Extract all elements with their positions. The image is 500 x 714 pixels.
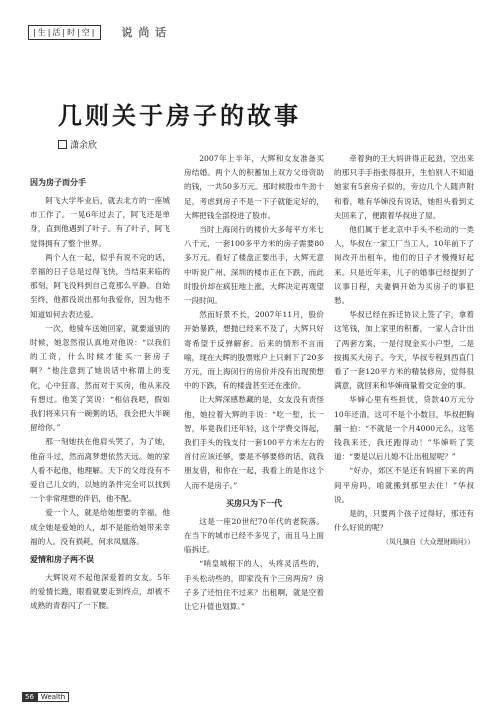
section-heading: 爱情和房子两不误 (30, 555, 94, 565)
author-name: 潇余欣 (70, 141, 98, 151)
byline-box-icon (58, 140, 67, 149)
paragraph: 爱一个人，就是给她想要的幸福，他成全她是爱她的人，却不是能给她带来幸福的人。没有损耗，何求凤凰落。 (30, 508, 170, 546)
paragraph: 一次，他骑车送她回家，就要道别的时候，她忽然很认真地对他说：“以我们的工资，什么时候才能买一套房子啊？”他注意到了她说话中称谓上的变化，心中狂喜，然而对于买房，他从来没有想过。他笑了笑说：“相信我吧，假如我们将来只有一碗粥的话，我会把大半碗留给你。” (30, 323, 170, 433)
paragraph: 大辉说对不起他深爱着的女友。5年的爱情长跑，眼看就要走到终点，却被不成熟的青春闪了一下腰。 (30, 573, 170, 611)
byline (58, 138, 97, 151)
paragraph: 那一刻她扶在他肩头哭了，为了她，他奋斗过，然而离梦想依然天远。她的家人看不起他，他理解。天下的父母没有不爱自己儿女的，以她的条件完全可以找到一个非常理想的伴侣，他不配。 (30, 437, 170, 504)
paragraph: 华婶心里有些担忧，贷款40万元分10年还清，这可不是个小数目，华叔把胸脯一拍：“不就是一个月4000元么，这笔钱我来还，我还跑得动！”华婶听了笑道：“要是以后儿媳不让出租屋呢？” (334, 395, 474, 462)
paragraph: 2007年上半年，大辉和女友准备买房结婚。两个人的积蓄加上双方父母资助的钱，一共50多万元。那时候股市牛劲十足，考虑到房子不是一下子就能定好的，大辉把钱全部投进了股市。 (184, 154, 324, 220)
column-1 (30, 172, 170, 614)
paragraph: 让大辉深感愁藏的是，女友没有责怪他，她拉着大辉的手说：“吃一堑，长一智，毕竟我们还年轻，这个学费交得起，我们手头的钱支付一套100平方米左右的首付应该还够，要是不够要修的话，就我朋友借，和你在一起，我看上的是你这个人而不是房子。” (184, 395, 324, 490)
paragraph: “好办，郊区不是还有妈留下来的两间平房吗，咱就搬到那里去住！”华叔说。 (334, 466, 474, 504)
column-label: |生|活|时|空| (28, 25, 101, 40)
page-footer (22, 692, 69, 702)
paragraph: 牵着狗的王大妈讲得正起劲，空出来的那只手手指张得很开，生怕别人不知道她家有5套房子似的，旁边几个人随声附和着，唯有华婶没有说话，她担头看到丈夫回来了，便跟着华叔进了屋。 (334, 154, 474, 220)
source-note: （凤凡摘自《大众理财顾问》） (382, 538, 474, 547)
paragraph: 华叔已经在拆迁协议上签了字，拿着这笔钱，加上家里的积蓄，一家人合计出了两套方案，一是付现金买小户型，二是按揭买大房子。今天，华叔专程到西直门看了一套120平方米的精装修房，觉得很满意，就回来和华婶商量着交定金的事。 (334, 310, 474, 391)
paragraph: 阿飞大学毕业后，就去北方的一座城市工作了。一晃6年过去了，阿飞还是单身，直到他遇到了叶子。有了叶子，阿飞觉得拥有了整个世界。 (30, 196, 170, 248)
paragraph: 这是一座20世纪70年代的老院落。在当下的城市已经不多见了，而且马上面临拆迁。 (184, 516, 324, 555)
section-heading: 因为房子而分手 (30, 178, 86, 187)
paragraph: 当时上海闵行的楼价大多每平方米七八千元，一套100多平方米的房子需要80多万元。看好了楼盘正要出手，大辉无意中听说广州、深圳的楼市正在下跌，而此时股价却在疯狂地上涨，大辉决定再观望一段时间。 (184, 225, 324, 306)
paragraph: 他们属于老北京中手头不松动的一类人，华叔在一家工厂当工人，10年前下了岗改开出租车，他们的日子才慢慢好起来。只是近年来，儿子的婚事已经提到了议事日程，夫妻俩开始为买房子的事犯愁。 (334, 225, 474, 306)
paragraph: 然而好景不长，2007年11月，股价开始暴跌，想抛已经来不及了，大辉只好寄希望于反弹解套。后来的情形不言而喻，现在大辉的股票账户上只剩下了20多万元，而上海闵行的房价并没有出现预想中的下跌，有的楼盘甚至还在涨价。 (184, 310, 324, 391)
paragraph: 是的，只要两个孩子过得好，那还有什么好说的呢？ (334, 509, 474, 533)
article-title: 几则关于房子的故事 (58, 101, 301, 130)
paragraph: 两个人在一起，似乎有说不完的话，幸福的日子总是过得飞快，当结束来临的那刻，阿飞没料到自己竟那么平静。自始至终，他都没说出那句我爱你，因为他不知道如何去表达爱。 (30, 252, 170, 319)
magazine-name: Wealth (37, 692, 69, 702)
paragraph: “哨皇城根下的人，头疼灵活些的，手头松动些的，即家没有个三房两房？房子多了还怕住不过来？出租啊，就是空着让它升值也划算。” (184, 559, 324, 612)
column-2 (184, 152, 324, 614)
page-number: 56 (22, 692, 37, 702)
page-header (28, 24, 167, 40)
section-heading: 买房只为下一代 (226, 498, 282, 508)
column-logo: 说 尚 话 (121, 26, 168, 39)
column-3 (334, 152, 474, 550)
